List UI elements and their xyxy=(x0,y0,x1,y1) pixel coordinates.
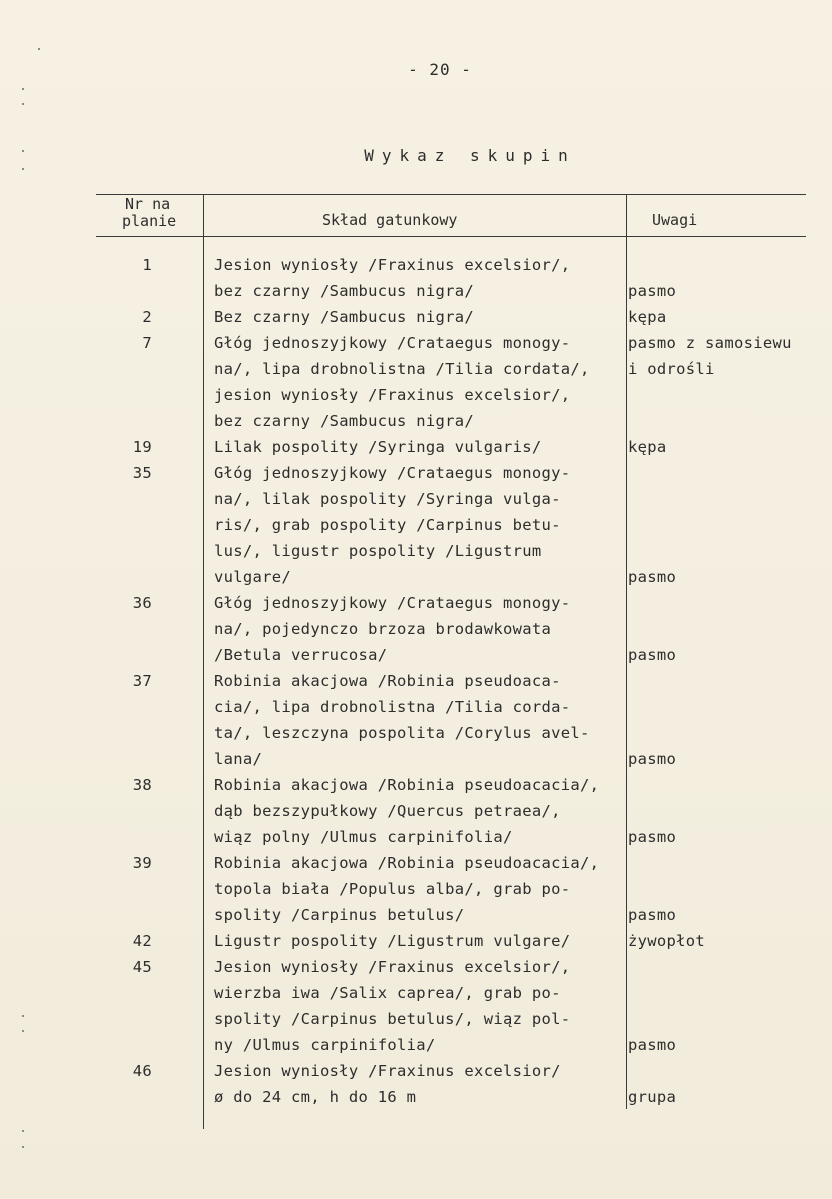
document-title: Wykaz skupin xyxy=(364,146,576,165)
row-number: 7 xyxy=(142,334,152,352)
row-number: 39 xyxy=(132,854,152,872)
species-line: spolity /Carpinus betulus/, wiąz pol- xyxy=(214,1010,571,1028)
species-line: spolity /Carpinus betulus/ xyxy=(214,906,465,924)
species-line: Jesion wyniosły /Fraxinus excelsior/, xyxy=(214,256,571,274)
row-number: 35 xyxy=(132,464,152,482)
row-number: 46 xyxy=(132,1062,152,1080)
species-line: ø do 24 cm, h do 16 m xyxy=(214,1088,417,1106)
species-line: Głóg jednoszyjkowy /Crataegus monogy- xyxy=(214,464,571,482)
species-line: Robinia akacjowa /Robinia pseudoacacia/, xyxy=(214,854,600,872)
remark-text: pasmo xyxy=(628,646,677,664)
species-line: bez czarny /Sambucus nigra/ xyxy=(214,282,475,300)
row-number: 37 xyxy=(132,672,152,690)
row-number: 38 xyxy=(132,776,152,794)
remark-text: kępa xyxy=(628,438,667,456)
species-line: lana/ xyxy=(214,750,263,768)
remark-text: pasmo xyxy=(628,568,677,586)
species-line: /Betula verrucosa/ xyxy=(214,646,388,664)
species-line: na/, lipa drobnolistna /Tilia cordata/, xyxy=(214,360,590,378)
remark-text: grupa xyxy=(628,1088,677,1106)
row-number: 1 xyxy=(142,256,152,274)
remark-text: pasmo xyxy=(628,828,677,846)
column-divider-left xyxy=(203,194,204,1129)
row-number: 36 xyxy=(132,594,152,612)
species-line: cia/, lipa drobnolistna /Tilia corda- xyxy=(214,698,571,716)
header-nr-line2: planie xyxy=(122,212,177,230)
species-line: Głóg jednoszyjkowy /Crataegus monogy- xyxy=(214,594,571,612)
remark-text: kępa xyxy=(628,308,667,326)
row-number: 19 xyxy=(132,438,152,456)
species-line: na/, pojedynczo brzoza brodawkowata xyxy=(214,620,552,638)
remark-text: i odrośli xyxy=(628,360,715,378)
species-line: Robinia akacjowa /Robinia pseudoaca- xyxy=(214,672,561,690)
species-line: Jesion wyniosły /Fraxinus excelsior/, xyxy=(214,958,571,976)
remark-text: pasmo xyxy=(628,282,677,300)
header-uwagi: Uwagi xyxy=(652,211,698,229)
species-line: ris/, grab pospolity /Carpinus betu- xyxy=(214,516,561,534)
species-line: wierzba iwa /Salix caprea/, grab po- xyxy=(214,984,561,1002)
species-line: ta/, leszczyna pospolita /Corylus avel- xyxy=(214,724,590,742)
species-line: lus/, ligustr pospolity /Ligustrum xyxy=(214,542,542,560)
header-sklad: Skład gatunkowy xyxy=(322,211,458,229)
species-line: na/, lilak pospolity /Syringa vulga- xyxy=(214,490,561,508)
remark-text: pasmo xyxy=(628,1036,677,1054)
species-line: topola biała /Populus alba/, grab po- xyxy=(214,880,571,898)
remark-text: żywopłot xyxy=(628,932,706,950)
remark-text: pasmo xyxy=(628,750,677,768)
species-line: Robinia akacjowa /Robinia pseudoacacia/, xyxy=(214,776,600,794)
species-line: Bez czarny /Sambucus nigra/ xyxy=(214,308,475,326)
column-divider-right xyxy=(626,194,627,1109)
row-number: 42 xyxy=(132,932,152,950)
row-number: 2 xyxy=(142,308,152,326)
species-line: wiąz polny /Ulmus carpinifolia/ xyxy=(214,828,513,846)
remark-text: pasmo z samosiewu xyxy=(628,334,792,352)
species-line: ny /Ulmus carpinifolia/ xyxy=(214,1036,436,1054)
species-line: Lilak pospolity /Syringa vulgaris/ xyxy=(214,438,542,456)
row-number: 45 xyxy=(132,958,152,976)
species-line: Ligustr pospolity /Ligustrum vulgare/ xyxy=(214,932,571,950)
species-line: jesion wyniosły /Fraxinus excelsior/, xyxy=(214,386,571,404)
species-line: vulgare/ xyxy=(214,568,292,586)
species-line: bez czarny /Sambucus nigra/ xyxy=(214,412,475,430)
header-nr-line1: Nr na xyxy=(125,195,171,213)
page-number: - 20 - xyxy=(408,60,472,79)
species-line: dąb bezszypułkowy /Quercus petraea/, xyxy=(214,802,561,820)
species-line: Głóg jednoszyjkowy /Crataegus monogy- xyxy=(214,334,571,352)
species-line: Jesion wyniosły /Fraxinus excelsior/ xyxy=(214,1062,561,1080)
remark-text: pasmo xyxy=(628,906,677,924)
